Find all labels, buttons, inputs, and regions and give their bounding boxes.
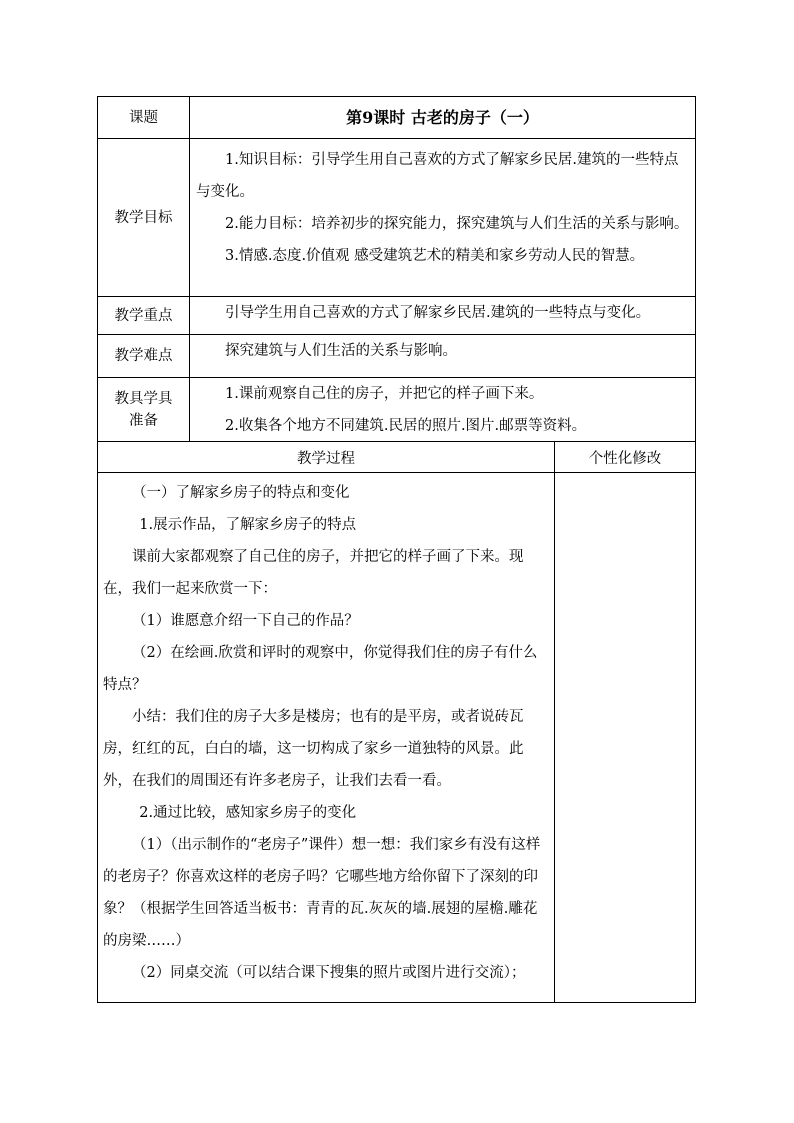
process-step-1: 1.展示作品，了解家乡房子的特点 (139, 517, 357, 533)
objectives-content (190, 139, 695, 296)
material-item-1: 1.课前观察自己住的房子，并把它的样子画下来。 (225, 386, 544, 402)
process-question-3: （1）（出示制作的“老房子”课件）想一想：我们家乡有没有这样的老房子？你喜欢这样的老房子吗？它哪些地方给你留下了深刻的印象？（根据学生回答适当板书：青青的瓦.灰灰的墙.展翅的屋檐.雕花的房梁……） (103, 837, 541, 949)
key-points-label: 教学重点 (98, 297, 190, 334)
process-step-2: 2.通过比较，感知家乡房子的变化 (139, 805, 357, 821)
material-item-2: 2.收集各个地方不同建筑.民居的照片.图片.邮票等资料。 (225, 418, 587, 434)
process-summary: 小结：我们住的房子大多是楼房；也有的是平房，或者说砖瓦房，红红的瓦，白白的墙，这一切构成了家乡一道独特的风景。此外，在我们的周围还有许多老房子，让我们去看一看。 (103, 709, 524, 789)
objectives-label: 教学目标 (98, 139, 190, 296)
process-question-2: （2）在绘画.欣赏和评时的观察中，你觉得我们住的房子有什么特点？ (103, 645, 538, 693)
process-section-heading: （一）了解家乡房子的特点和变化 (132, 485, 350, 501)
revision-header: 个性化修改 (588, 450, 662, 467)
lesson-plan-table (97, 96, 696, 1003)
materials-content (190, 378, 695, 441)
process-header-row (98, 442, 695, 473)
objective-ability: 2.能力目标：培养初步的探究能力，探究建筑与人们生活的关系与影响。 (225, 216, 689, 232)
process-paragraph: 课前大家都观察了自己住的房子，并把它的样子画了下来。现在，我们一起来欣赏一下： (103, 549, 524, 597)
revision-column (555, 473, 695, 1002)
objectives-row (98, 139, 695, 297)
key-points-text: 引导学生用自己喜欢的方式了解家乡民居.建筑的一些特点与变化。 (225, 305, 651, 321)
key-points-content (190, 297, 695, 334)
key-points-row (98, 297, 695, 335)
process-question-1: （1）谁愿意介绍一下自己的作品？ (132, 613, 359, 629)
difficulties-content (190, 335, 695, 377)
difficulties-row (98, 335, 695, 378)
title-label: 课题 (98, 97, 190, 138)
process-body-row (98, 473, 695, 1002)
title-row (98, 97, 695, 139)
process-question-4: （2）同桌交流（可以结合课下搜集的照片或图片进行交流）； (132, 965, 526, 981)
lesson-title: 第9课时 古老的房子（一） (346, 107, 539, 127)
process-header: 教学过程 (98, 442, 555, 472)
difficulties-label: 教学难点 (98, 335, 190, 377)
objective-knowledge: 1.知识目标：引导学生用自己喜欢的方式了解家乡民居.建筑的一些特点与变化。 (196, 152, 679, 200)
materials-row (98, 378, 695, 442)
objective-attitude: 3.情感.态度.价值观 感受建筑艺术的精美和家乡劳动人民的智慧。 (225, 248, 645, 264)
difficulties-text: 探究建筑与人们生活的关系与影响。 (225, 343, 457, 359)
materials-label: 教具学具准备 (98, 378, 190, 441)
process-content (98, 473, 555, 1002)
